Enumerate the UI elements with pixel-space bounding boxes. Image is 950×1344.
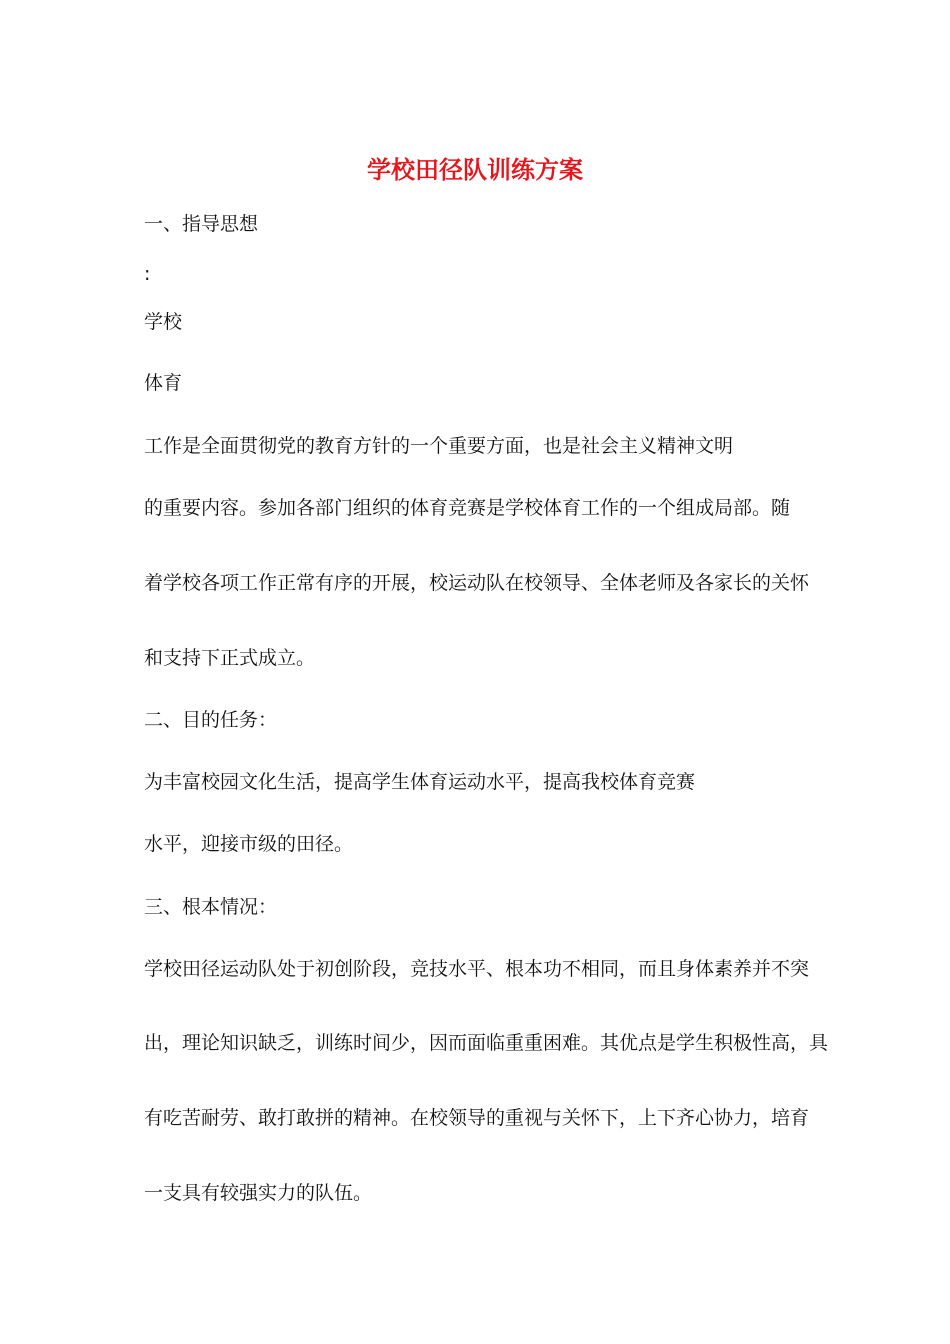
paragraph-line: 水平，迎接市级的田径。	[144, 833, 354, 855]
paragraph-line: 一支具有较强实力的队伍。	[144, 1182, 373, 1204]
paragraph-line: 着学校各项工作正常有序的开展，校运动队在校领导、全体老师及各家长的关怀	[144, 572, 810, 594]
paragraph-line: 有吃苦耐劳、敢打敢拼的精神。在校领导的重视与关怀下，上下齐心协力，培育	[144, 1107, 810, 1129]
document-title: 学校田径队训练方案	[367, 156, 583, 184]
paragraph-line: 和支持下正式成立。	[144, 647, 316, 669]
section-heading-guiding-ideology: 一、指导思想	[144, 213, 259, 235]
section-heading-objectives: 二、目的任务：	[144, 709, 278, 731]
paragraph-line: 体育	[144, 372, 183, 394]
paragraph-line: 学校田径运动队处于初创阶段，竞技水平、根本功不相同，而且身体素养并不突	[144, 958, 810, 980]
paragraph-line: 学校	[144, 311, 183, 333]
paragraph-line: 为丰富校园文化生活，提高学生体育运动水平，提高我校体育竞赛	[144, 771, 696, 793]
paragraph-line: 出，理论知识缺乏，训练时间少，因而面临重重困难。其优点是学生积极性高，具	[144, 1032, 829, 1054]
paragraph-line: 工作是全面贯彻党的教育方针的一个重要方面，也是社会主义精神文明	[144, 435, 734, 457]
section-heading-basic-situation: 三、根本情况：	[144, 896, 278, 918]
paragraph-line: :	[144, 263, 151, 285]
paragraph-line: 的重要内容。参加各部门组织的体育竞赛是学校体育工作的一个组成局部。随	[144, 497, 791, 519]
